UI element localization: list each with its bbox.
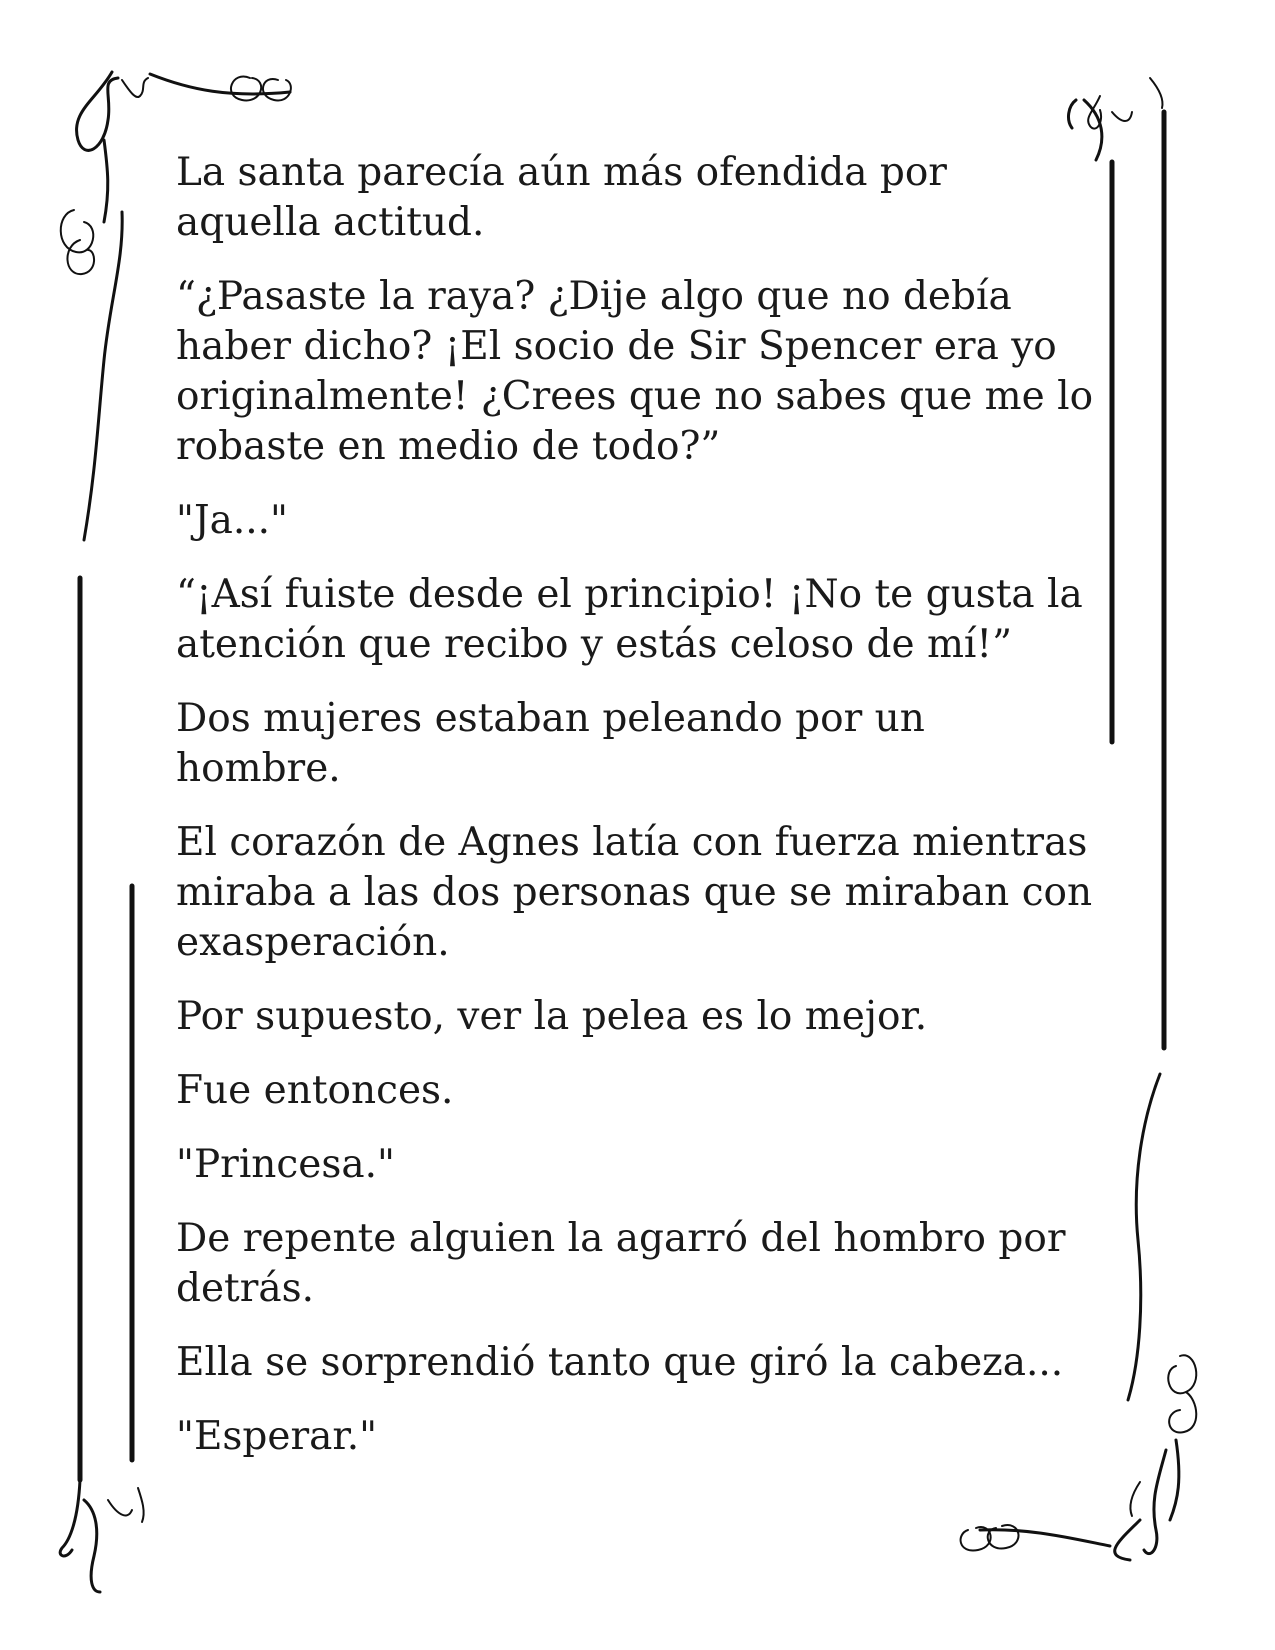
paragraph: De repente alguien la agarró del hombro por detrás.: [176, 1216, 1066, 1311]
paragraph: Dos mujeres estaban peleando por un hombre.: [176, 696, 925, 791]
paragraph: Por supuesto, ver la pelea es lo mejor.: [176, 994, 928, 1039]
flourish-bottom-left: [60, 1480, 144, 1592]
paragraph: La santa parecía aún más ofendida por aquella actitud.: [176, 150, 947, 245]
paragraph: “¡Así fuiste desde el principio! ¡No te gusta la atención que recibo y estás celoso de mí!”: [176, 572, 1083, 667]
paragraph: El corazón de Agnes latía con fuerza mientras miraba a las dos personas que se miraban con exasperación.: [176, 820, 1093, 965]
paragraph: Ella se sorprendió tanto que giró la cabeza...: [176, 1340, 1064, 1385]
paragraph: "Esperar.": [176, 1414, 378, 1459]
paragraph: "Ja...": [176, 498, 288, 543]
paragraph: "Princesa.": [176, 1142, 395, 1187]
paragraph: Fue entonces.: [176, 1068, 454, 1113]
story-text: [176, 148, 1096, 1486]
paragraph: “¿Pasaste la raya? ¿Dije algo que no debía haber dicho? ¡El socio de Sir Spencer era yo originalmente! ¿Crees que no sabes que me lo robaste en medio de todo?”: [176, 274, 1094, 469]
